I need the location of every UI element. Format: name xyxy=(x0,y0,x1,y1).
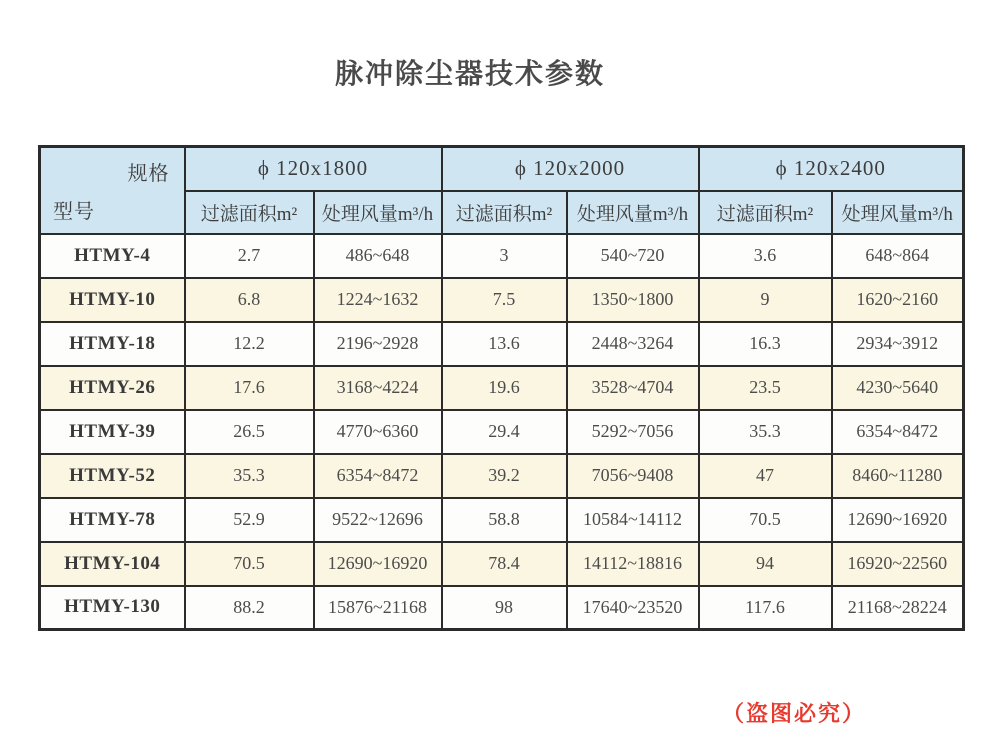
table-row xyxy=(40,542,964,586)
cell-value: 2448~3264 xyxy=(567,322,699,366)
cell-value: 10584~14112 xyxy=(567,498,699,542)
cell-model: HTMY-39 xyxy=(40,410,185,454)
cell-value: 3168~4224 xyxy=(314,366,442,410)
cell-value: 1224~1632 xyxy=(314,278,442,322)
cell-value: 47 xyxy=(699,454,832,498)
anti-theft-notice: （盗图必究） xyxy=(722,701,867,726)
cell-value: 70.5 xyxy=(185,542,314,586)
cell-value: 35.3 xyxy=(185,454,314,498)
cell-value: 4230~5640 xyxy=(832,366,964,410)
group-header-2000: ϕ 120x2000 xyxy=(442,147,699,191)
corner-model-label: 型号 xyxy=(53,200,95,223)
cell-value: 14112~18816 xyxy=(567,542,699,586)
group-header-2400: ϕ 120x2400 xyxy=(699,147,964,191)
cell-value: 540~720 xyxy=(567,234,699,278)
cell-value: 2196~2928 xyxy=(314,322,442,366)
cell-value: 1350~1800 xyxy=(567,278,699,322)
corner-cell xyxy=(40,147,185,234)
cell-value: 29.4 xyxy=(442,410,567,454)
cell-value: 6354~8472 xyxy=(832,410,964,454)
cell-value: 35.3 xyxy=(699,410,832,454)
subheader-air-volume-2: 处理风量m³/h xyxy=(567,191,699,234)
cell-value: 2.7 xyxy=(185,234,314,278)
subheader-filter-area-3: 过滤面积m² xyxy=(699,191,832,234)
cell-model: HTMY-10 xyxy=(40,278,185,322)
cell-value: 58.8 xyxy=(442,498,567,542)
cell-value: 94 xyxy=(699,542,832,586)
cell-model: HTMY-18 xyxy=(40,322,185,366)
page-title: 脉冲除尘器技术参数 xyxy=(334,59,605,90)
cell-value: 13.6 xyxy=(442,322,567,366)
cell-value: 78.4 xyxy=(442,542,567,586)
cell-value: 3 xyxy=(442,234,567,278)
group-header-1800: ϕ 120x1800 xyxy=(185,147,442,191)
cell-value: 23.5 xyxy=(699,366,832,410)
cell-model: HTMY-104 xyxy=(40,542,185,586)
cell-model: HTMY-4 xyxy=(40,234,185,278)
cell-value: 7056~9408 xyxy=(567,454,699,498)
cell-value: 12690~16920 xyxy=(314,542,442,586)
cell-value: 12690~16920 xyxy=(832,498,964,542)
cell-value: 6.8 xyxy=(185,278,314,322)
cell-model: HTMY-78 xyxy=(40,498,185,542)
cell-value: 3.6 xyxy=(699,234,832,278)
subheader-filter-area-1: 过滤面积m² xyxy=(185,191,314,234)
cell-value: 15876~21168 xyxy=(314,586,442,630)
table-row xyxy=(40,498,964,542)
cell-value: 117.6 xyxy=(699,586,832,630)
cell-value: 486~648 xyxy=(314,234,442,278)
table-row xyxy=(40,234,964,278)
subheader-filter-area-2: 过滤面积m² xyxy=(442,191,567,234)
cell-value: 9522~12696 xyxy=(314,498,442,542)
cell-value: 98 xyxy=(442,586,567,630)
cell-value: 8460~11280 xyxy=(832,454,964,498)
cell-value: 19.6 xyxy=(442,366,567,410)
cell-value: 648~864 xyxy=(832,234,964,278)
cell-value: 4770~6360 xyxy=(314,410,442,454)
cell-value: 39.2 xyxy=(442,454,567,498)
subheader-air-volume-3: 处理风量m³/h xyxy=(832,191,964,234)
table-row xyxy=(40,454,964,498)
cell-value: 17.6 xyxy=(185,366,314,410)
corner-spec-label: 规格 xyxy=(127,163,170,185)
group-header-row xyxy=(40,147,964,191)
cell-value: 5292~7056 xyxy=(567,410,699,454)
cell-value: 9 xyxy=(699,278,832,322)
cell-value: 88.2 xyxy=(185,586,314,630)
cell-value: 16.3 xyxy=(699,322,832,366)
cell-value: 17640~23520 xyxy=(567,586,699,630)
table-row xyxy=(40,410,964,454)
cell-value: 6354~8472 xyxy=(314,454,442,498)
cell-value: 3528~4704 xyxy=(567,366,699,410)
table-row xyxy=(40,278,964,322)
cell-value: 12.2 xyxy=(185,322,314,366)
cell-value: 70.5 xyxy=(699,498,832,542)
table-row xyxy=(40,366,964,410)
cell-model: HTMY-26 xyxy=(40,366,185,410)
cell-value: 16920~22560 xyxy=(832,542,964,586)
cell-model: HTMY-52 xyxy=(40,454,185,498)
cell-value: 7.5 xyxy=(442,278,567,322)
table-row xyxy=(40,586,964,630)
table-row xyxy=(40,322,964,366)
cell-model: HTMY-130 xyxy=(40,586,185,630)
cell-value: 1620~2160 xyxy=(832,278,964,322)
cell-value: 26.5 xyxy=(185,410,314,454)
cell-value: 52.9 xyxy=(185,498,314,542)
subheader-air-volume-1: 处理风量m³/h xyxy=(314,191,442,234)
cell-value: 2934~3912 xyxy=(832,322,964,366)
cell-value: 21168~28224 xyxy=(832,586,964,630)
spec-table xyxy=(38,145,965,631)
